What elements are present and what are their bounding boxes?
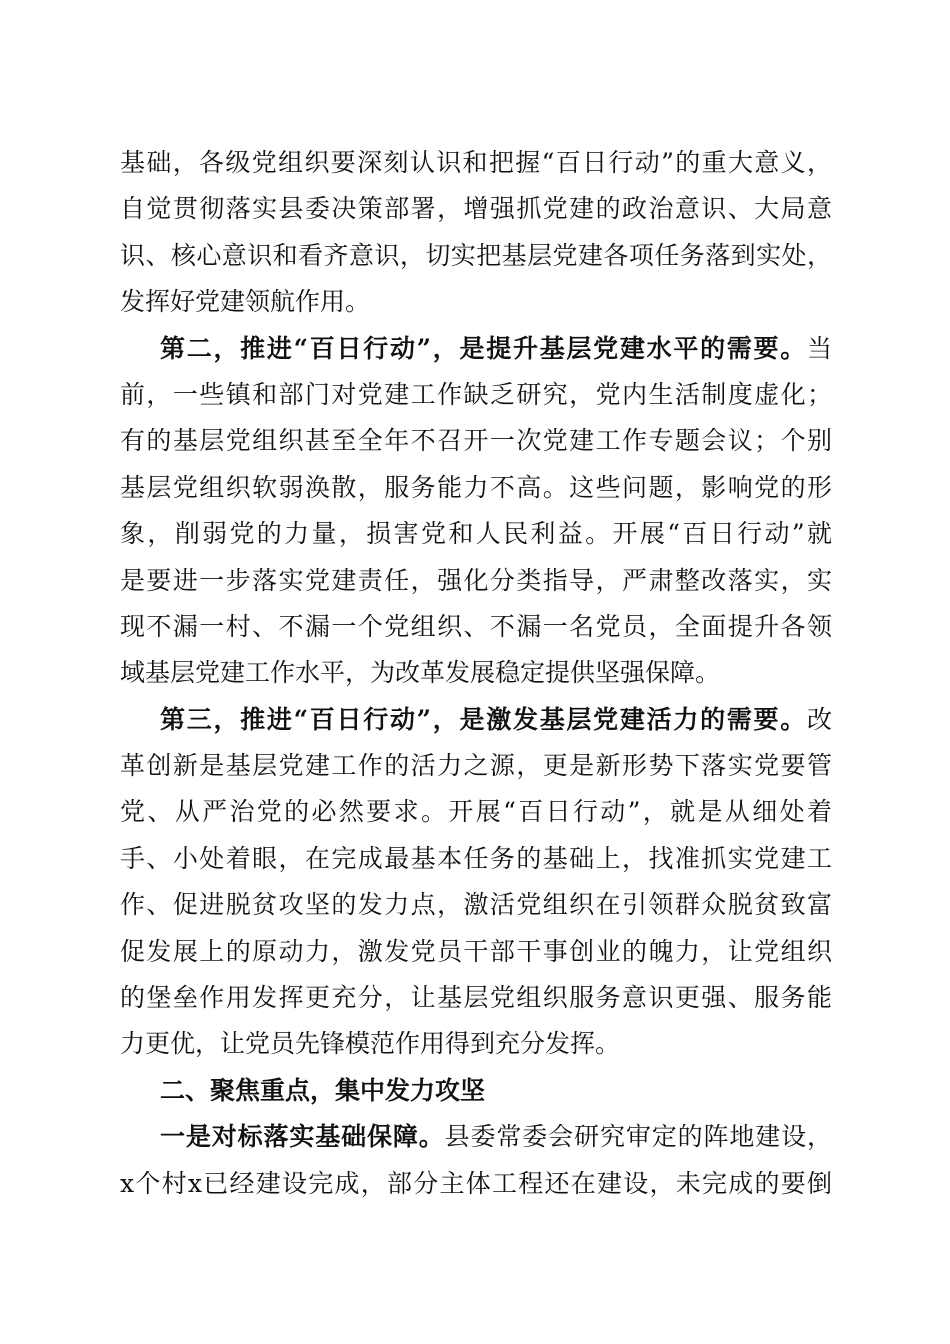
body-text: 革创新是基层党建工作的活力之源，更是新形势下落实党要管 <box>120 751 832 781</box>
heading-text: 二、聚焦重点，集中发力攻坚 <box>160 1075 486 1105</box>
text-line <box>120 418 832 464</box>
body-text: x个村x已经建设完成，部分主体工程还在建设，未完成的要倒 <box>120 1168 832 1198</box>
text-line <box>120 697 832 743</box>
text-line <box>120 604 832 650</box>
text-line <box>120 836 832 882</box>
body-text: 力更优，让党员先锋模范作用得到充分发挥。 <box>120 1029 621 1059</box>
document-page <box>120 140 832 1207</box>
body-text: 党、从严治党的必然要求。开展“百日行动”，就是从细处着 <box>120 797 832 827</box>
body-text: 县委常委会研究审定的阵地建设， <box>444 1122 832 1152</box>
body-text: 自觉贯彻落实县委决策部署，增强抓党建的政治意识、大局意 <box>120 194 832 224</box>
text-line <box>120 279 832 325</box>
text-line <box>120 558 832 604</box>
body-text: 当 <box>806 333 832 363</box>
text-line <box>120 929 832 975</box>
bold-lead-text: 一是对标落实基础保障。 <box>160 1122 445 1152</box>
body-text: 的堡垒作用发挥更充分，让基层党组织服务意识更强、服务能 <box>120 983 832 1013</box>
body-text: 发挥好党建领航作用。 <box>120 287 371 317</box>
text-line <box>120 186 832 232</box>
text-line <box>120 465 832 511</box>
text-line <box>120 233 832 279</box>
body-text: 前，一些镇和部门对党建工作缺乏研究，党内生活制度虚化； <box>120 379 832 409</box>
body-text: 域基层党建工作水平，为改革发展稳定提供坚强保障。 <box>120 658 721 688</box>
text-line <box>120 743 832 789</box>
text-line <box>120 789 832 835</box>
text-line <box>120 1114 832 1160</box>
body-text: 现不漏一村、不漏一个党组织、不漏一名党员，全面提升各领 <box>120 611 832 641</box>
text-line <box>120 511 832 557</box>
text-line <box>120 1161 832 1207</box>
text-line <box>120 326 832 372</box>
body-text: 基础，各级党组织要深刻认识和把握“百日行动”的重大意义， <box>120 148 832 177</box>
body-text: 作、促进脱贫攻坚的发力点，激活党组织在引领群众脱贫致富 <box>120 890 832 920</box>
body-text: 促发展上的原动力，激发党员干部干事创业的魄力，让党组织 <box>120 936 832 966</box>
body-text: 基层党组织软弱涣散，服务能力不高。这些问题，影响党的形 <box>120 472 832 502</box>
text-line <box>120 372 832 418</box>
text-line <box>120 975 832 1021</box>
text-line <box>120 882 832 928</box>
text-line <box>120 1021 832 1067</box>
text-line <box>120 650 832 696</box>
section-heading <box>120 1068 832 1114</box>
text-line <box>120 140 832 186</box>
body-text: 象，削弱党的力量，损害党和人民利益。开展“百日行动”就 <box>120 519 832 549</box>
body-text: 是要进一步落实党建责任，强化分类指导，严肃整改落实，实 <box>120 565 832 595</box>
bold-lead-text: 第三，推进“百日行动”，是激发基层党建活力的需要。 <box>160 704 807 734</box>
body-text: 手、小处着眼，在完成最基本任务的基础上，找准抓实党建工 <box>120 843 832 873</box>
body-text: 有的基层党组织甚至全年不召开一次党建工作专题会议；个别 <box>120 426 832 456</box>
body-text: 识、核心意识和看齐意识，切实把基层党建各项任务落到实处， <box>120 240 832 270</box>
bold-lead-text: 第二，推进“百日行动”，是提升基层党建水平的需要。 <box>160 333 807 363</box>
body-text: 改 <box>806 704 832 734</box>
